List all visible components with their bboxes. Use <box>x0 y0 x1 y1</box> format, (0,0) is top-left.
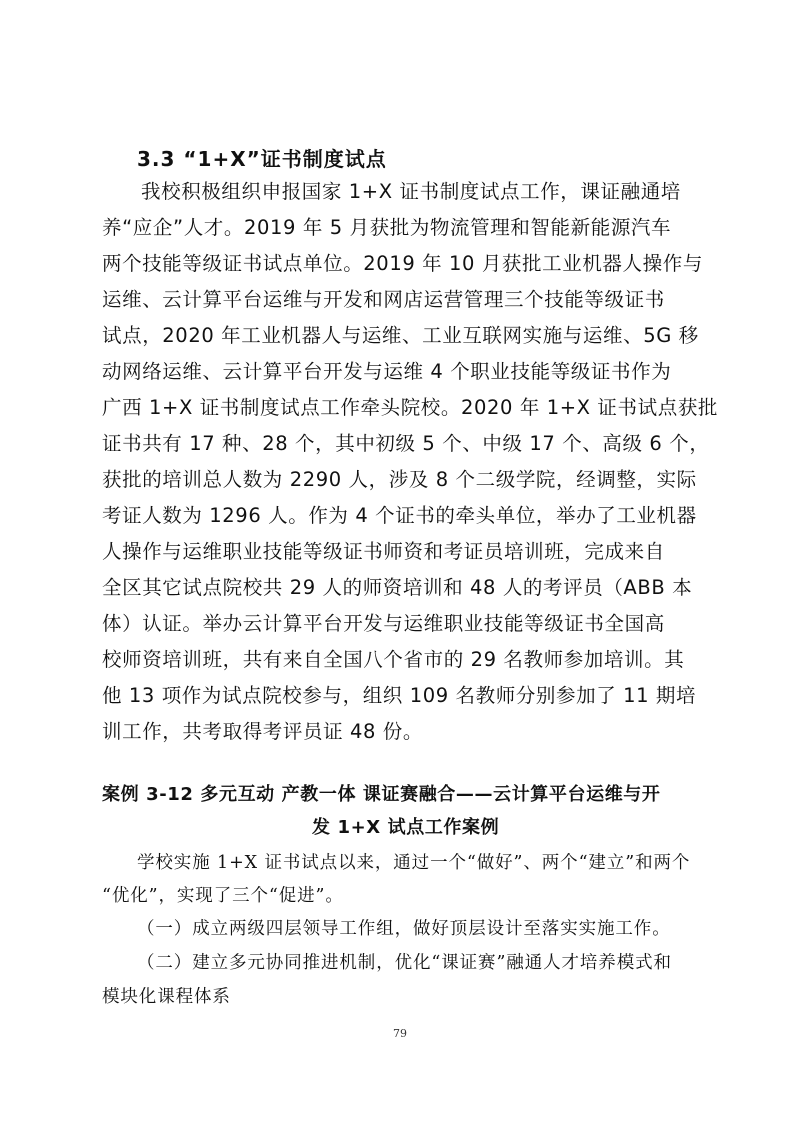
paragraph-line: 全区其它试点院校共 29 人的师资培训和 48 人的考评员（ABB 本 <box>102 576 693 599</box>
paragraph-line: 校师资培训班，共有来自全国八个省市的 29 名教师参加培训。其 <box>102 648 685 671</box>
paragraph-line: 两个技能等级证书试点单位。2019 年 10 月获批工业机器人操作与 <box>102 252 703 275</box>
paragraph-line: 人操作与运维职业技能等级证书师资和考证员培训班，完成来自 <box>102 540 665 563</box>
paragraph-line: 获批的培训总人数为 2290 人，涉及 8 个二级学院，经调整，实际 <box>102 468 697 491</box>
case-title: 案例 3-12 多元互动 产教一体 课证赛融合——云计算平台运维与开 <box>102 784 661 805</box>
section-heading: 3.3 “1+X”证书制度试点 <box>137 147 387 171</box>
case-list-item: （二）建立多元协同推进机制，优化“课证赛”融通人才培养模式和 <box>137 953 672 973</box>
paragraph-line: 他 13 项作为试点院校参与，组织 109 名教师分别参加了 11 期培 <box>102 684 697 707</box>
case-title-continuation: 发 1+X 试点工作案例 <box>312 817 500 838</box>
paragraph-line: 证书共有 17 种、28 个，其中初级 5 个、中级 17 个、高级 6 个， <box>102 432 710 455</box>
case-list-item-continuation: 模块化课程体系 <box>102 987 231 1007</box>
page-number: 79 <box>393 1027 407 1040</box>
paragraph-line: 我校积极组织申报国家 1+X 证书制度试点工作，课证融通培 <box>141 180 681 203</box>
paragraph-line: 训工作，共考取得考评员证 48 份。 <box>102 720 424 743</box>
case-paragraph-line: “优化”，实现了三个“促进”。 <box>102 886 344 906</box>
paragraph-line: 广西 1+X 证书制度试点工作牵头院校。2020 年 1+X 证书试点获批 <box>102 396 719 419</box>
paragraph-line: 养“应企”人才。2019 年 5 月获批为物流管理和智能新能源汽车 <box>102 216 672 239</box>
paragraph-line: 运维、云计算平台运维与开发和网店运营管理三个技能等级证书 <box>102 288 665 311</box>
paragraph-line: 考证人数为 1296 人。作为 4 个证书的牵头单位，举办了工业机器 <box>102 504 697 527</box>
case-paragraph-line: 学校实施 1+X 证书试点以来，通过一个“做好”、两个“建立”和两个 <box>137 853 691 873</box>
paragraph-line: 试点，2020 年工业机器人与运维、工业互联网实施与运维、5G 移 <box>102 324 699 347</box>
paragraph-line: 体）认证。举办云计算平台开发与运维职业技能等级证书全国高 <box>102 612 665 635</box>
paragraph-line: 动网络运维、云计算平台开发与运维 4 个职业技能等级证书作为 <box>102 360 672 383</box>
case-list-item: （一）成立两级四层领导工作组，做好顶层设计至落实实施工作。 <box>137 919 671 939</box>
